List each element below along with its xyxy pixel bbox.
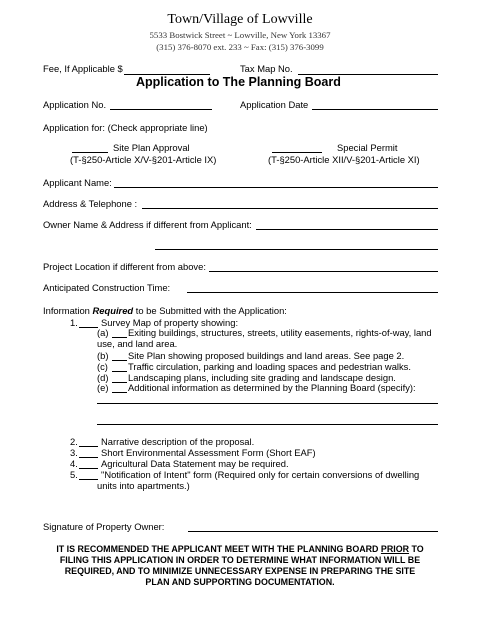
owner-field-2[interactable]: [155, 249, 438, 250]
item-5-num: 5.: [70, 469, 78, 480]
address-label: Address & Telephone :: [43, 198, 138, 209]
page-title: Application to The Planning Board: [136, 75, 341, 89]
special-permit-ref: (T-§250-Article XII/V-§201-Article XI): [268, 154, 420, 165]
item-5-text-2: units into apartments.): [97, 480, 190, 491]
letterhead-phone: (315) 376-8070 ext. 233 ~ Fax: (315) 376-3099: [156, 42, 324, 52]
tax-map-label: Tax Map No.: [240, 63, 293, 74]
application-date-field[interactable]: [312, 109, 438, 110]
construction-time-label: Anticipated Construction Time:: [43, 282, 171, 293]
item-b-text: Site Plan showing proposed buildings and land areas. See page 2.: [128, 350, 405, 361]
item-3-checkline[interactable]: [79, 457, 98, 458]
item-b-checkline[interactable]: [112, 360, 127, 361]
item-d-label: (d): [97, 372, 109, 383]
special-permit-checkline[interactable]: [272, 152, 322, 153]
item-2-text: Narrative description of the proposal.: [101, 436, 255, 447]
special-permit-label: Special Permit: [337, 142, 398, 153]
item-a-label: (a): [97, 327, 109, 338]
application-for-label: Application for: (Check appropriate line): [43, 122, 208, 133]
specify-field-2[interactable]: [97, 424, 438, 425]
item-a-text-2: use, and land area.: [97, 338, 178, 349]
item-3-num: 3.: [70, 447, 78, 458]
item-d-text: Landscaping plans, including site grading and landscape design.: [128, 372, 396, 383]
applicant-name-label: Applicant Name:: [43, 177, 112, 188]
item-4-num: 4.: [70, 458, 78, 469]
item-b-label: (b): [97, 350, 109, 361]
item-e-checkline[interactable]: [112, 392, 127, 393]
fee-label: Fee, If Applicable $: [43, 63, 123, 74]
project-location-field[interactable]: [209, 271, 438, 272]
item-2-num: 2.: [70, 436, 78, 447]
signature-label: Signature of Property Owner:: [43, 521, 165, 532]
item-5-checkline[interactable]: [79, 479, 98, 480]
address-field[interactable]: [142, 208, 438, 209]
item-c-checkline[interactable]: [112, 371, 127, 372]
application-no-field[interactable]: [110, 109, 212, 110]
signature-field[interactable]: [188, 531, 438, 532]
item-c-label: (c): [97, 361, 108, 372]
item-1-checkline[interactable]: [79, 327, 98, 328]
site-plan-ref: (T-§250-Article X/V-§201-Article IX): [70, 154, 217, 165]
item-1-num: 1.: [70, 317, 78, 328]
application-no-label: Application No.: [43, 99, 107, 110]
notice-line-2: FILING THIS APPLICATION IN ORDER TO DETERMINE WHAT INFORMATION WILL BE: [59, 555, 421, 565]
site-plan-label: Site Plan Approval: [113, 142, 190, 153]
specify-field-1[interactable]: [97, 403, 438, 404]
owner-label: Owner Name & Address if different from Applicant:: [43, 219, 252, 230]
item-1-text: Survey Map of property showing:: [101, 317, 239, 328]
notice-line-4: PLAN AND SUPPORTING DOCUMENTATION.: [145, 577, 335, 587]
letterhead-address: 5533 Bostwick Street ~ Lowville, New York 13367: [149, 30, 331, 40]
item-5-text: "Notification of Intent" form (Required only for certain conversions of dwelling: [101, 469, 420, 480]
item-e-text: Additional information as determined by the Planning Board (specify):: [128, 382, 416, 393]
item-4-text: Agricultural Data Statement may be required.: [101, 458, 289, 469]
item-2-checkline[interactable]: [79, 446, 98, 447]
site-plan-checkline[interactable]: [72, 152, 108, 153]
owner-field[interactable]: [256, 229, 438, 230]
item-3-text: Short Environmental Assessment Form (Short EAF): [101, 447, 316, 458]
notice-line-1: IT IS RECOMMENDED THE APPLICANT MEET WITH THE PLANNING BOARD PRIOR TO: [56, 544, 424, 554]
applicant-name-field[interactable]: [114, 187, 438, 188]
item-a-text: Exiting buildings, structures, streets, utility easements, rights-of-way, land: [128, 327, 432, 338]
item-c-text: Traffic circulation, parking and loading spaces and pedestrian walks.: [128, 361, 411, 372]
application-date-label: Application Date: [240, 99, 309, 110]
letterhead-name: Town/Village of Lowville: [167, 12, 313, 27]
item-d-checkline[interactable]: [112, 382, 127, 383]
item-4-checkline[interactable]: [79, 468, 98, 469]
info-required-heading: Information Required to be Submitted with the Application:: [43, 305, 287, 316]
construction-time-field[interactable]: [187, 292, 438, 293]
notice-line-3: REQUIRED, AND TO MINIMIZE UNNECESSARY EXPENSE IN PREPARING THE SITE: [64, 566, 416, 576]
project-location-label: Project Location if different from above:: [43, 261, 206, 272]
item-e-label: (e): [97, 382, 109, 393]
